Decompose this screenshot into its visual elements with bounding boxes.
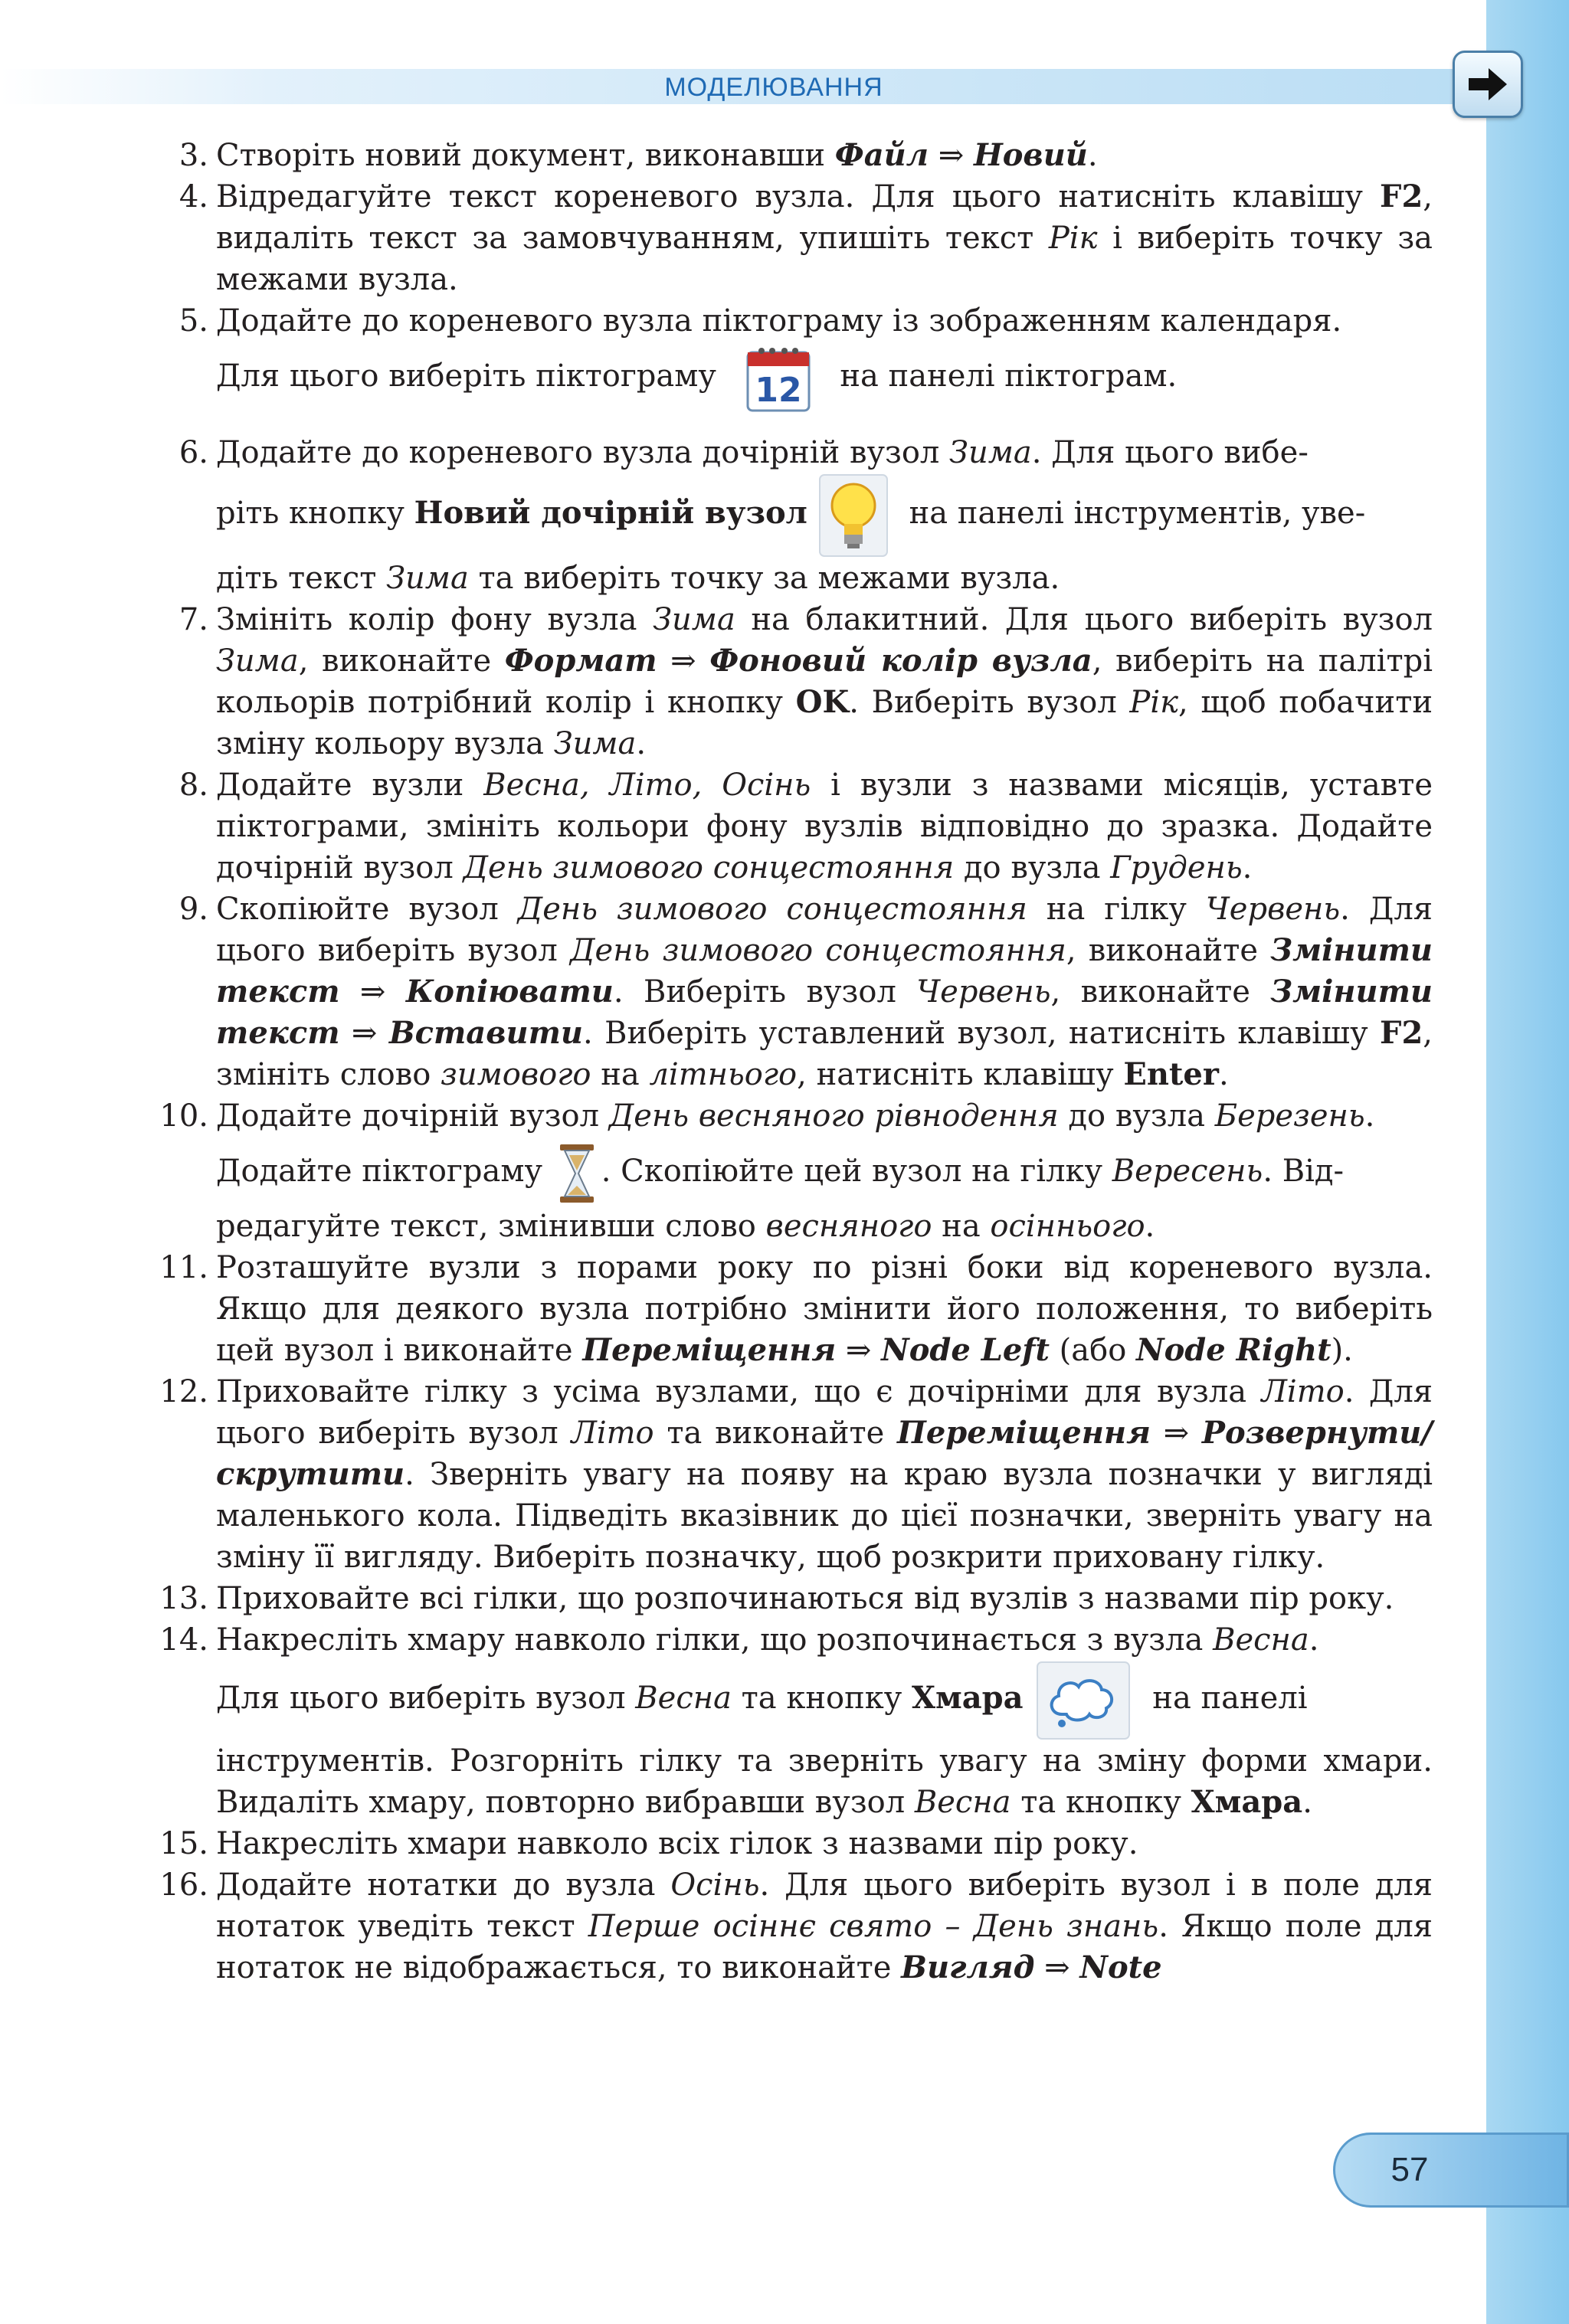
section-title: МОДЕЛЮВАННЯ [664,73,883,102]
arrow-right-icon [1466,64,1510,105]
list-item: 8. Додайте вузли Весна, Літо, Осінь і вузли з назвами місяців, уставте піктограми, змініть кольори фону вузлів відповідно до зразка. Додайте дочірній вузол День зимового сонцестояння до вузла Грудень. [179,768,1433,885]
list-item: 16. Додайте нотатки до вузла Осінь. Для цього виберіть вузол і в поле для нотаток уведіть текст Перше осіннє свято – День знань. Якщо поле для нотаток не відображається, то виконайте Вигляд ⇒ Note [159,1867,1433,1985]
list-item: 4. Відредагуйте текст кореневого вузла. Для цього натисніть клавішу F2, видаліть текст за замовчуванням, упишіть текст Рік і виберіть точку за межами вузла. [179,178,1433,297]
side-decor-band [1486,0,1569,2324]
list-item: 10. Додайте дочірній вузол День весняного рівнодення до вузла Березень. Додайте піктограму . Скопіюйте цей вузол на гілку Вересень. Від- редагуйте текст, змінивши слово весняного на осіннього. [159,1098,1375,1244]
lightbulb-icon [818,473,889,558]
task-list [150,135,1433,1988]
list-item: 14. Накресліть хмару навколо гілки, що розпочинається з вузла Весна. Для цього виберіть вузол Весна та кнопку Хмара на панелі інструментів. Розгорніть гілку та зверніть увагу на зміну форми хмари. Видаліть хмару, повторно вибравши вузол Весна та кнопку Хмара. [159,1622,1433,1820]
page-number: 57 [1390,2151,1429,2188]
list-item: 12. Приховайте гілку з усіма вузлами, що є дочірніми для вузла Літо. Для цього виберіть вузол Літо та виконайте Переміщення ⇒ Розвернути/скрутити. Зверніть увагу на появу на краю вузла позначки у вигляді маленького кола. Підведіть вказівник до цієї позначки, зверніть увагу на зміну її вигляду. Виберіть позначку, щоб розкрити приховану гілку. [159,1374,1433,1575]
svg-text:12: 12 [754,371,802,410]
list-item: 13. Приховайте всі гілки, що розпочинаються від вузлів з назвами пір року. [159,1581,1394,1616]
calendar-12-icon [740,342,817,415]
list-item: 6. Додайте до кореневого вузла дочірній вузол Зима. Для цього вибе- ріть кнопку Новий дочірній вузол на панелі інструментів, уве- діть текст Зима та виберіть точку за межами вузла. [179,435,1366,596]
list-item: 7. Змініть колір фону вузла Зима на блакитний. Для цього виберіть вузол Зима, виконайте Формат ⇒ Фоновий колір вузла, виберіть на палітрі кольорів потрібний колір і кнопку OK. Виберіть вузол Рік, щоб побачити зміну кольору вузла Зима. [179,602,1433,761]
list-item: 3. Створіть новий документ, виконавши Файл ⇒ Новий. [179,137,1098,173]
list-item: 11. Розташуйте вузли з порами року по різні боки від кореневого вузла. Якщо для деякого вузла потрібно змінити його положення, то виберіть цей вузол і виконайте Переміщення ⇒ Node Left (або Node Right). [159,1250,1433,1368]
next-page-button[interactable] [1453,51,1523,118]
hourglass-icon [555,1143,598,1204]
list-item: 5. Додайте до кореневого вузла піктограму із зображенням календаря. Для цього виберіть піктограму 12 на панелі піктограм. [150,300,1433,415]
list-item: 9. Скопіюйте вузол День зимового сонцестояння на гілку Червень. Для цього виберіть вузол День зимового сонцестояння, виконайте Змінити текст ⇒ Копіювати. Виберіть вузол Червень, виконайте Змінити текст ⇒ Вставити. Виберіть уставлений вузол, натисніть клавішу F2, змініть слово зимового на літнього, натисніть клавішу Enter. [179,892,1433,1092]
list-item: 15. Накресліть хмари навколо всіх гілок з назвами пір року. [159,1826,1138,1861]
cloud-icon [1036,1661,1131,1740]
